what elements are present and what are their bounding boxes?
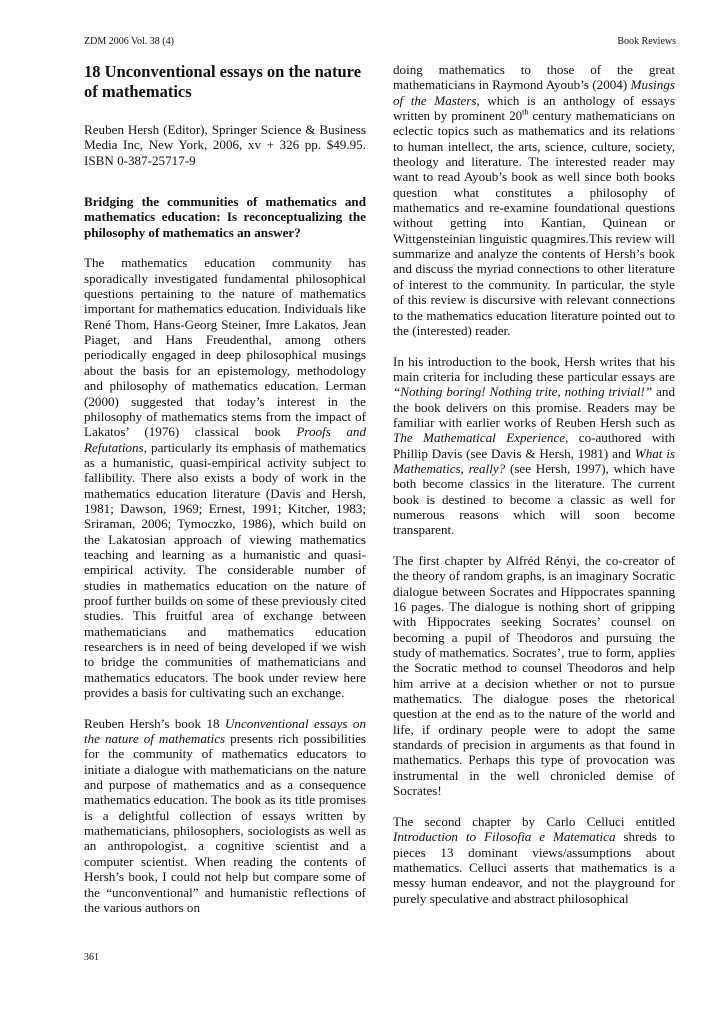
running-head <box>84 36 676 47</box>
paragraph-6-chapter-title: Introduction to Filosofia e Matematica <box>393 829 616 845</box>
paragraph-4-text-a: In his introduction to the book, Hersh writes that his main criteria for including these particular essays are <box>393 353 675 384</box>
paragraph-6-text-a: The second chapter by Carlo Celluci entitled <box>393 813 675 829</box>
paragraph-3-text-b: , which is an anthology of essays written by prominent 20 <box>393 92 675 124</box>
paragraph-6-text-b: shreds to pieces 13 dominant views/assumptions about mathematics. Celluci asserts that mathematics is a messy human endeavor, and not the playground for purely speculative and abstract philosophical <box>393 829 675 906</box>
paragraph-3-text-c: century mathematicians on eclectic topics such as mathematics and its relations to human intellect, the arts, science, culture, society, theology and literature. The interested reader may want to read Ayoub’s book as well since both books question what constitutes a philosophy of mathematics and re-examine foundational questions without getting into Kantian, Quinean or Wittgensteinian linguistic quagmires.This review will summarize and analyze the contents of Hersh’s book and discuss the myriad connections to other literature of interest to the community. In particular, the style of this review is discursive with relevant connections to the mathematics education literature pointed out to the (interested) reader. <box>393 108 675 338</box>
paragraph-4-text-b: and the book delivers on this promise. Readers may be familiar with earlier works of Reuben Hersh such as <box>393 384 676 430</box>
journal-citation: ZDM 2006 Vol. 38 (4) <box>84 36 174 47</box>
bibliographic-info: Reuben Hersh (Editor), Springer Science & Business Media Inc, New York, 2006, xv + 326 pp. $49.95. ISBN 0-387-25717-9 <box>84 122 366 168</box>
paragraph-1-text-a: The mathematics education community has sporadically investigated fundamental philosophical questions pertaining to the nature of mathematics important for mathematics education. Individuals like René Thom, Hans-Georg Steiner, Imre Lakatos, Jean Piaget, and Hans Freudenthal, among others periodically engaged in deep philosophical musings about the basis for an epistemology, methodology and philosophy of mathematics education. Lerman (2000) suggested that today’s interest in the philosophy of mathematics stems from the impact of Lakatos’ (1976) classical book <box>84 255 366 440</box>
paragraph-3-book-title: Musings of the Masters <box>393 77 675 108</box>
paragraph-6 <box>393 814 675 906</box>
paragraph-4 <box>393 354 675 538</box>
paragraph-5: The first chapter by Alfréd Rényi, the co-creator of the theory of random graphs, is an imaginary Socratic dialogue between Socrates and Hippocrates spanning 16 pages. The dialogue is nothing short of gripping with Hippocrates seeking Socrates’ counsel on becoming a pupil of Theodoros and pursuing the study of mathematics. Socrates’, true to form, applies the Socratic method to counsel Theodoros and help him arrive at a decision whether or not to pursue mathematics. The dialogue poses the rhetorical question at the end as to the nature of the world and life, if ordinary people were to adopt the same standards of precision in arguments as that found in mathematics. Perhaps this type of provocation was instrumental in the well chronicled demise of Socrates! <box>393 553 675 799</box>
paragraph-1 <box>84 255 366 700</box>
right-column <box>393 62 675 906</box>
paragraph-3 <box>393 62 675 338</box>
paragraph-4-text-c: , co-authored with Phillip Davis (see Davis & Hersh, 1981) and <box>393 430 675 461</box>
review-subheading: Bridging the communities of mathematics and mathematics education: Is reconceptualizing the philosophy of mathematics an answer? <box>84 194 366 240</box>
paragraph-1-book-title: Proofs and Refutations <box>84 424 366 455</box>
page-number: 361 <box>84 952 99 963</box>
paragraph-1-text-b: , particularly its emphasis of mathematics as a humanistic, quasi-empirical activity subject to fallibility. There also exists a body of work in the mathematics education literature (Davis and Hersh, 1981; Dawson, 1969; Ernest, 1991; Kitcher, 1983; Sriraman, 2006; Tymoczko, 1986), which build on the Lakatosian approach of viewing mathematics teaching and learning as a humanistic and quasi-empirical activity. The considerable number of studies in mathematics education on the nature of proof further builds on some of these previously cited studies. This fruitful area of exchange between mathematicians and mathematics education researchers is in need of being developed if we wish to bridge the communities of mathematicians and mathematics educators. The book under review here provides a basis for cultivating such an exchange. <box>84 439 366 701</box>
paragraph-4-book-title-1: The Mathematical Experience <box>393 430 566 446</box>
article-title: 18 Unconventional essays on the nature of mathematics <box>84 62 362 101</box>
left-column <box>84 62 366 915</box>
paragraph-2 <box>84 716 366 915</box>
paragraph-4-text-d: (see Hersh, 1997), which have both become classics in the literature. The current book is destined to become a classic as well for numerous reasons which will soon become transparent. <box>393 460 675 538</box>
paragraph-4-book-title-2: What is Mathematics, really? <box>393 445 675 476</box>
paragraph-2-text-a: Reuben Hersh’s book 18 <box>84 715 225 731</box>
paragraph-3-text-a: doing mathematics to those of the great mathematicians in Raymond Ayoub’s (2004) <box>393 62 675 93</box>
paragraph-2-book-title: Unconventional essays on the nature of mathematics <box>84 715 366 747</box>
ordinal-superscript: th <box>522 107 529 117</box>
paragraph-4-quote: “Nothing boring! Nothing trite, nothing trivial!” <box>393 384 653 400</box>
section-name: Book Reviews <box>617 36 676 47</box>
paragraph-2-text-b: presents rich possibilities for the community of mathematics educators to initiate a dialogue with mathematicians on the nature and purpose of mathematics and as a consequence mathematics education. The book as its title promises is a delightful collection of essays written by mathematicians, philosophers, sociologists as well as an anthropologist, a cognitive scientist and a computer scientist. When reading the contents of Hersh’s book, I could not help but compare some of the “unconventional” and humanistic reflections of the various authors on <box>84 731 367 915</box>
